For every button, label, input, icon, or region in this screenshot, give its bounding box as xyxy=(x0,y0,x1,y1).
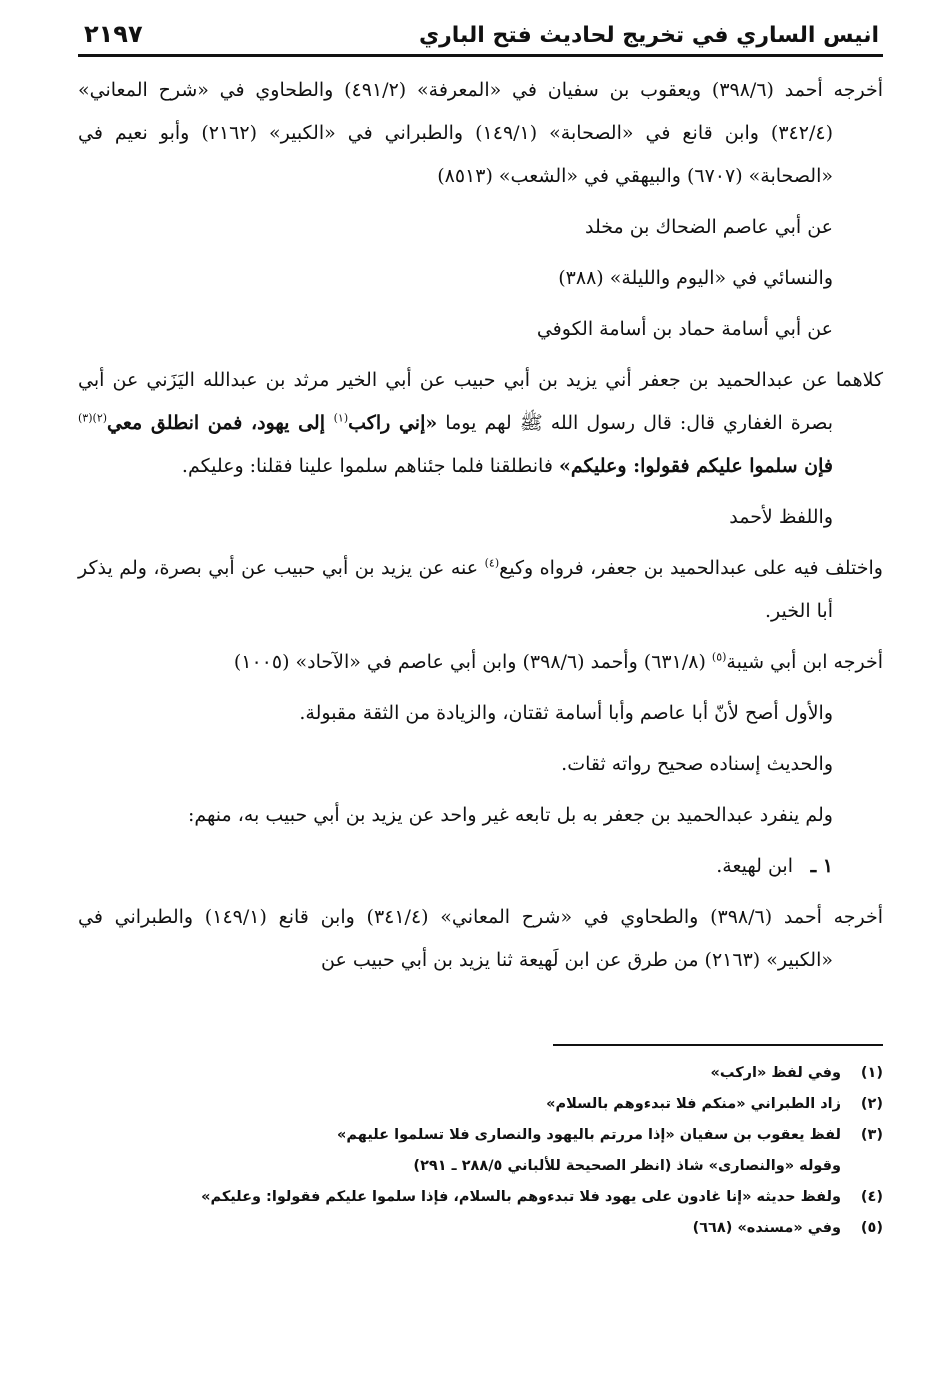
hadith-quote-end: فإن سلموا عليكم فقولوا: وعليكم» xyxy=(558,455,833,477)
footnote-3: (٣)لفظ يعقوب بن سفيان «إذا مررتم باليهود والنصارى فلا تسلموا عليهم» xyxy=(337,1127,883,1143)
paragraph-wording-note: واللفظ لأحمد xyxy=(729,506,833,528)
main-text xyxy=(78,69,883,982)
paragraph-takhrij-4: أخرجه أحمد (٣٩٨/٦) والطحاوي في «شرح المعاني» (٣٤١/٤) وابن قانع (١٤٩/١) والطبراني في «الكبير» (٢١٦٣) من طرق عن ابن لَهيعة ثنا يزيد بن أبي حبيب عن xyxy=(78,906,884,971)
paragraph-mutabaat: ولم ينفرد عبدالحميد بن جعفر به بل تابعه غير واحد عن يزيد بن أبي حبيب به، منهم: xyxy=(187,804,833,826)
paragraph-takhrij-1: أخرجه أحمد (٣٩٨/٦) ويعقوب بن سفيان في «المعرفة» (٤٩١/٢) والطحاوي في «شرح المعاني» (٣٤٢/٤) وابن قانع في «الصحابة» (١٤٩/١) والطبراني في «الكبير» (٢١٦٢) وأبو نعيم في «الصحابة» (٦٧٠٧) والبيهقي في «الشعب» (٨٥١٣) xyxy=(78,79,883,187)
running-title: انيس الساري في تخريج لحاديث فتح الباري xyxy=(418,23,879,48)
paragraph-takhrij-3: أخرجه ابن أبي شيبة$^{(٥)}$ (٦٣١/٨) وأحمد (٣٩٨/٦) وابن أبي عاصم في «الآحاد» (١٠٠٥) xyxy=(233,650,883,673)
page-number: ٢١٩٧ xyxy=(84,20,143,48)
paragraph-narrator-1: عن أبي عاصم الضحاك بن مخلد xyxy=(584,216,833,238)
footnote-1: (١)وفي لفظ «اركب» xyxy=(710,1065,883,1081)
footnote-ref-5: (٥) xyxy=(711,650,727,664)
footnotes xyxy=(78,1058,883,1244)
page-header xyxy=(78,20,883,54)
header-rule xyxy=(78,54,883,57)
footnote-5: (٥)وفي «مسنده» (٦٦٨) xyxy=(692,1220,883,1236)
paragraph-ikhtilaf: واختلف فيه على عبدالحميد بن جعفر، فرواه وكيع$^{(٤)}$ عنه عن يزيد بن أبي حبيب عن أبي بصرة، ولم يذكر أبا الخير. xyxy=(78,556,883,622)
hadith-quote-start: «إني راكب xyxy=(348,412,438,434)
paragraph-narrator-2: عن أبي أسامة حماد بن أسامة الكوفي xyxy=(536,318,833,340)
footnote-ref-2-3: (٢)(٣) xyxy=(78,411,108,425)
list-item-ibn-lahia: ١ ـابن لهيعة. xyxy=(78,845,883,888)
footnote-ref-4: (٤) xyxy=(484,556,500,570)
paragraph-hukm: والحديث إسناده صحيح رواته ثقات. xyxy=(561,753,833,775)
paragraph-takhrij-2: والنسائي في «اليوم والليلة» (٣٨٨) xyxy=(558,267,833,289)
footnote-ref-1: (١) xyxy=(333,411,349,425)
footnote-rule xyxy=(553,1044,883,1046)
paragraph-hadith-text: كلاهما عن عبدالحميد بن جعفر أني يزيد بن أبي حبيب عن أبي الخير مرثد بن عبدالله اليَزَني عن أبي بصرة الغفاري قال: قال رسول الله ﷺ لهم يوما «إني راكب$^{(١)}$ إلى يهود، فمن انطلق معي$^{(٢)(٣)}$ فإن سلموا عليكم فقولوا: وعليكم» فانطلقنا فلما جئناهم سلموا علينا فقلنا: وعليكم. xyxy=(78,369,883,477)
paragraph-tarjih: والأول أصح لأنّ أبا عاصم وأبا أسامة ثقتان، والزيادة من الثقة مقبولة. xyxy=(299,702,833,724)
list-item-number: ١ ـ xyxy=(810,855,833,877)
footnote-4: (٤)ولفظ حديثه «إنا غادون على يهود فلا تبدءوهم بالسلام، فإذا سلموا عليكم فقولوا: وعليكم» xyxy=(201,1189,883,1205)
footnote-2: (٢)زاد الطبراني «منكم فلا تبدءوهم بالسلام» xyxy=(546,1096,883,1112)
footnote-3-continuation: وقوله «والنصارى» شاذ (انظر الصحيحة للألباني ٢٨٨/٥ ـ ٢٩١) xyxy=(413,1158,841,1174)
